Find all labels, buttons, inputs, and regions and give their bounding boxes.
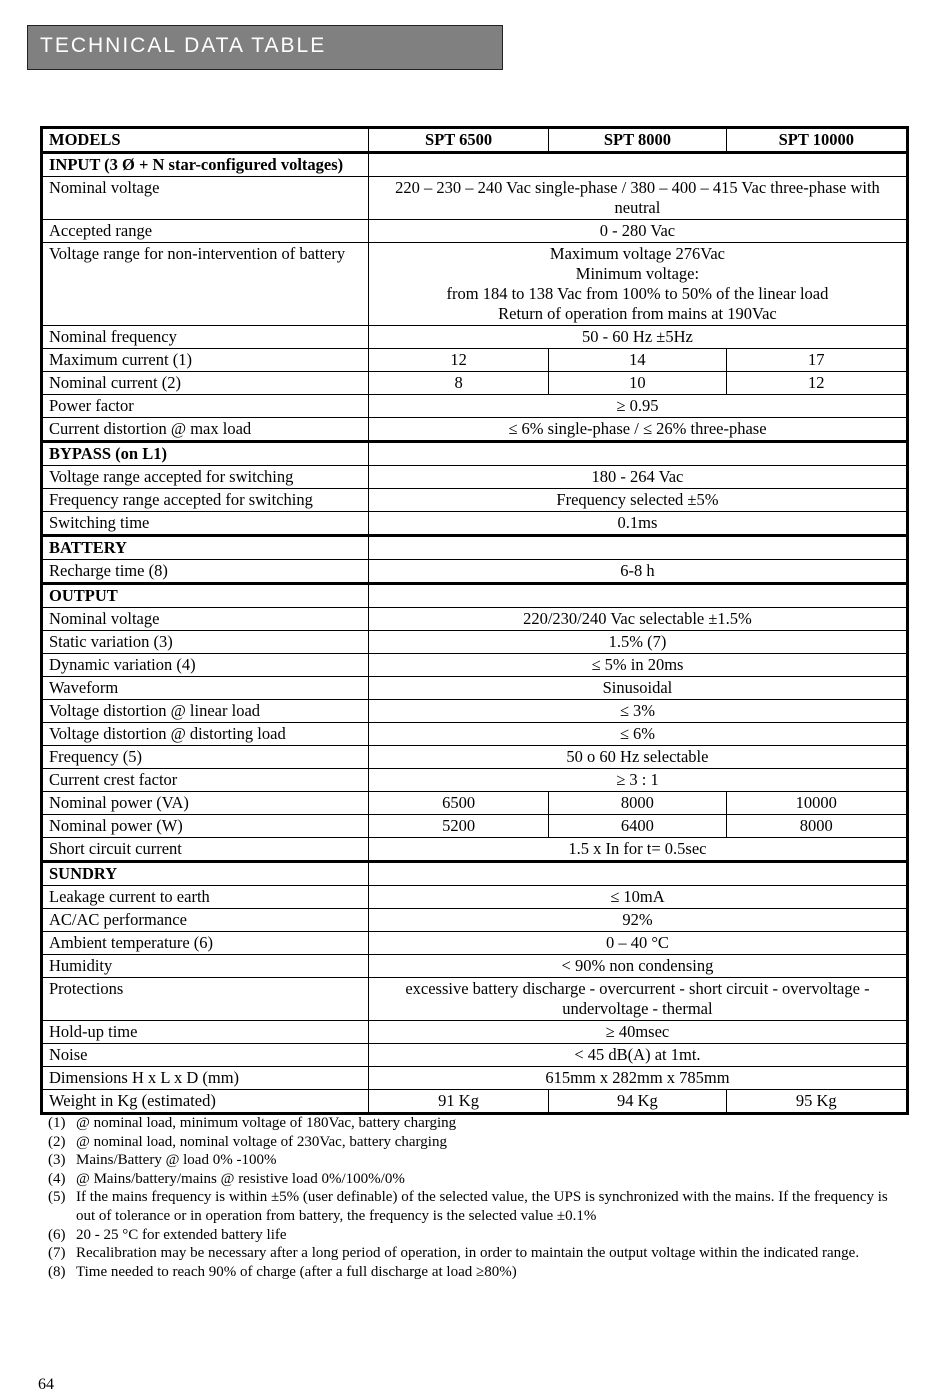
table-row — [42, 418, 908, 442]
row-label: Accepted range — [42, 220, 369, 243]
row-value-all-models: 615mm x 282mm x 785mm — [368, 1067, 907, 1090]
table-row — [42, 723, 908, 746]
row-value-model-2: 14 — [549, 349, 726, 372]
row-label: Voltage range accepted for switching — [42, 466, 369, 489]
footnote-number: (7) — [48, 1245, 66, 1262]
table-row — [42, 512, 908, 536]
table-row — [42, 932, 908, 955]
row-label: Dimensions H x L x D (mm) — [42, 1067, 369, 1090]
table-row — [42, 955, 908, 978]
row-label: Short circuit current — [42, 838, 369, 862]
footnote-text: @ Mains/battery/mains @ resistive load 0%/100%/0% — [76, 1170, 405, 1187]
table-row — [42, 746, 908, 769]
footnote-number: (5) — [48, 1189, 66, 1206]
table-body — [42, 128, 908, 1114]
row-value-all-models: 0.1ms — [368, 512, 907, 536]
section-heading-spacer — [368, 442, 907, 466]
row-value-model-2: 10 — [549, 372, 726, 395]
row-value-all-models: ≥ 3 : 1 — [368, 769, 907, 792]
table-row — [42, 700, 908, 723]
footnote-text: If the mains frequency is within ±5% (user definable) of the selected value, the UPS is synchronized with the mains. If the frequency is out of tolerance or in operation from battery, the frequency is the selected value ±0.1% — [76, 1189, 888, 1224]
row-label: Static variation (3) — [42, 631, 369, 654]
section-heading-row-sundry — [42, 862, 908, 886]
row-value-all-models: Sinusoidal — [368, 677, 907, 700]
table-row — [42, 489, 908, 512]
row-value-model-1: 6500 — [368, 792, 548, 815]
table-row — [42, 1044, 908, 1067]
column-header-spt-8000: SPT 8000 — [549, 128, 726, 153]
row-value-all-models: 92% — [368, 909, 907, 932]
page-number: 64 — [38, 1376, 54, 1393]
table-row — [42, 326, 908, 349]
footnote-text: @ nominal load, nominal voltage of 230Vac, battery charging — [76, 1133, 447, 1150]
row-value-model-2: 8000 — [549, 792, 726, 815]
row-value-all-models: 220 – 230 – 240 Vac single-phase / 380 – 400 – 415 Vac three-phase with neutral — [368, 177, 907, 220]
table-row — [42, 815, 908, 838]
row-label: Hold-up time — [42, 1021, 369, 1044]
row-label: Weight in Kg (estimated) — [42, 1090, 369, 1114]
table-row — [42, 886, 908, 909]
table-row — [42, 631, 908, 654]
table-row — [42, 654, 908, 677]
section-heading-row-bypass — [42, 442, 908, 466]
row-value-all-models: ≤ 10mA — [368, 886, 907, 909]
row-label: Voltage distortion @ distorting load — [42, 723, 369, 746]
footnote — [48, 1244, 898, 1263]
row-label: Switching time — [42, 512, 369, 536]
row-label: Frequency (5) — [42, 746, 369, 769]
column-header-spt-6500: SPT 6500 — [368, 128, 548, 153]
row-label: Humidity — [42, 955, 369, 978]
row-label: Power factor — [42, 395, 369, 418]
row-value-all-models: ≤ 3% — [368, 700, 907, 723]
section-heading-spacer — [368, 536, 907, 560]
footnotes — [48, 1114, 898, 1281]
footnote — [48, 1188, 898, 1225]
row-value-model-3: 95 Kg — [726, 1090, 907, 1114]
row-value-all-models: 50 o 60 Hz selectable — [368, 746, 907, 769]
row-label: Leakage current to earth — [42, 886, 369, 909]
table-row — [42, 466, 908, 489]
row-value-model-1: 12 — [368, 349, 548, 372]
row-label: Current crest factor — [42, 769, 369, 792]
row-value-model-1: 5200 — [368, 815, 548, 838]
row-value-all-models: ≤ 5% in 20ms — [368, 654, 907, 677]
page-title: TECHNICAL DATA TABLE — [40, 34, 327, 57]
row-value-all-models: ≥ 0.95 — [368, 395, 907, 418]
section-heading-row-battery — [42, 536, 908, 560]
footnote-number: (8) — [48, 1263, 66, 1280]
footnote-number: (2) — [48, 1133, 66, 1150]
footnote-text: 20 - 25 °C for extended battery life — [76, 1226, 287, 1243]
footnote — [48, 1170, 898, 1189]
row-value-all-models: 0 – 40 °C — [368, 932, 907, 955]
row-value-all-models: ≤ 6% — [368, 723, 907, 746]
section-heading-spacer — [368, 584, 907, 608]
row-value-model-1: 91 Kg — [368, 1090, 548, 1114]
row-value-line: Return of operation from mains at 190Vac — [498, 304, 777, 323]
footnote-text: @ nominal load, minimum voltage of 180Vac, battery charging — [76, 1115, 457, 1131]
table-row — [42, 395, 908, 418]
row-value-all-models: 180 - 264 Vac — [368, 466, 907, 489]
footnote — [48, 1133, 898, 1152]
footnote-number: (4) — [48, 1170, 66, 1187]
table-row — [42, 769, 908, 792]
column-header-spt-10000: SPT 10000 — [726, 128, 907, 153]
row-label: Nominal power (VA) — [42, 792, 369, 815]
table-row — [42, 909, 908, 932]
section-heading: INPUT (3 Ø + N star-configured voltages) — [42, 153, 369, 177]
table-row — [42, 838, 908, 862]
row-value-model-2: 6400 — [549, 815, 726, 838]
table-row — [42, 1067, 908, 1090]
footnote-text: Time needed to reach 90% of charge (after a full discharge at load ≥80%) — [76, 1263, 517, 1280]
row-label: Nominal voltage — [42, 177, 369, 220]
section-heading: BATTERY — [42, 536, 369, 560]
table-row — [42, 349, 908, 372]
row-value-line: from 184 to 138 Vac from 100% to 50% of the linear load — [446, 284, 829, 303]
row-value-all-models: 50 - 60 Hz ±5Hz — [368, 326, 907, 349]
row-label: Nominal current (2) — [42, 372, 369, 395]
row-value-model-1: 8 — [368, 372, 548, 395]
table-row — [42, 177, 908, 220]
row-label: Current distortion @ max load — [42, 418, 369, 442]
footnote — [48, 1151, 898, 1170]
table-row — [42, 792, 908, 815]
row-value-all-models: Frequency selected ±5% — [368, 489, 907, 512]
section-heading-spacer — [368, 862, 907, 886]
row-value-all-models: 0 - 280 Vac — [368, 220, 907, 243]
table-row — [42, 1021, 908, 1044]
footnote — [48, 1263, 898, 1282]
footnote-text: Recalibration may be necessary after a long period of operation, in order to maintain the output voltage within the indicated range. — [76, 1245, 860, 1262]
row-value-model-3: 8000 — [726, 815, 907, 838]
footnote — [48, 1114, 898, 1133]
footnote — [48, 1226, 898, 1245]
table-row — [42, 372, 908, 395]
section-heading: BYPASS (on L1) — [42, 442, 369, 466]
row-value-all-models: excessive battery discharge - overcurrent - short circuit - overvoltage - undervoltage - thermal — [368, 978, 907, 1021]
footnote-number: (6) — [48, 1226, 66, 1243]
row-value-all-models: < 90% non condensing — [368, 955, 907, 978]
section-heading: SUNDRY — [42, 862, 369, 886]
row-value-all-models: 1.5% (7) — [368, 631, 907, 654]
row-label: Frequency range accepted for switching — [42, 489, 369, 512]
row-value-all-models: ≥ 40msec — [368, 1021, 907, 1044]
row-label: Nominal voltage — [42, 608, 369, 631]
footnote-number: (3) — [48, 1152, 66, 1169]
table-row — [42, 220, 908, 243]
row-label: Recharge time (8) — [42, 560, 369, 584]
section-heading-spacer — [368, 153, 907, 177]
row-value-model-3: 10000 — [726, 792, 907, 815]
section-heading-row-output — [42, 584, 908, 608]
table-header-row — [42, 128, 908, 153]
row-value-all-models: ≤ 6% single-phase / ≤ 26% three-phase — [368, 418, 907, 442]
row-label: Protections — [42, 978, 369, 1021]
page-title-banner — [27, 25, 503, 70]
section-heading: OUTPUT — [42, 584, 369, 608]
row-label: Nominal frequency — [42, 326, 369, 349]
table-row — [42, 243, 908, 326]
row-value-model-3: 17 — [726, 349, 907, 372]
section-heading-row-input — [42, 153, 908, 177]
row-value-all-models: < 45 dB(A) at 1mt. — [368, 1044, 907, 1067]
row-label: Ambient temperature (6) — [42, 932, 369, 955]
row-value-line: Maximum voltage 276Vac — [549, 244, 725, 263]
table-row — [42, 560, 908, 584]
row-value-line: Minimum voltage: — [575, 264, 700, 283]
row-label: Noise — [42, 1044, 369, 1067]
row-label: AC/AC performance — [42, 909, 369, 932]
row-value-model-2: 94 Kg — [549, 1090, 726, 1114]
row-value-all-models: 6-8 h — [368, 560, 907, 584]
row-value-all-models — [368, 243, 907, 326]
technical-data-table — [40, 126, 909, 1115]
row-value-all-models: 220/230/240 Vac selectable ±1.5% — [368, 608, 907, 631]
row-label: Maximum current (1) — [42, 349, 369, 372]
footnote-number: (1) — [48, 1115, 66, 1131]
row-label: Voltage distortion @ linear load — [42, 700, 369, 723]
footnote-text: Mains/Battery @ load 0% -100% — [76, 1152, 277, 1169]
table-row — [42, 978, 908, 1021]
row-label: Nominal power (W) — [42, 815, 369, 838]
row-label: Voltage range for non-intervention of battery — [42, 243, 369, 326]
row-value-model-3: 12 — [726, 372, 907, 395]
table-row — [42, 677, 908, 700]
table-row — [42, 608, 908, 631]
row-label: Dynamic variation (4) — [42, 654, 369, 677]
row-value-all-models: 1.5 x In for t= 0.5sec — [368, 838, 907, 862]
table-row — [42, 1090, 908, 1114]
column-header-models: MODELS — [42, 128, 369, 153]
row-label: Waveform — [42, 677, 369, 700]
